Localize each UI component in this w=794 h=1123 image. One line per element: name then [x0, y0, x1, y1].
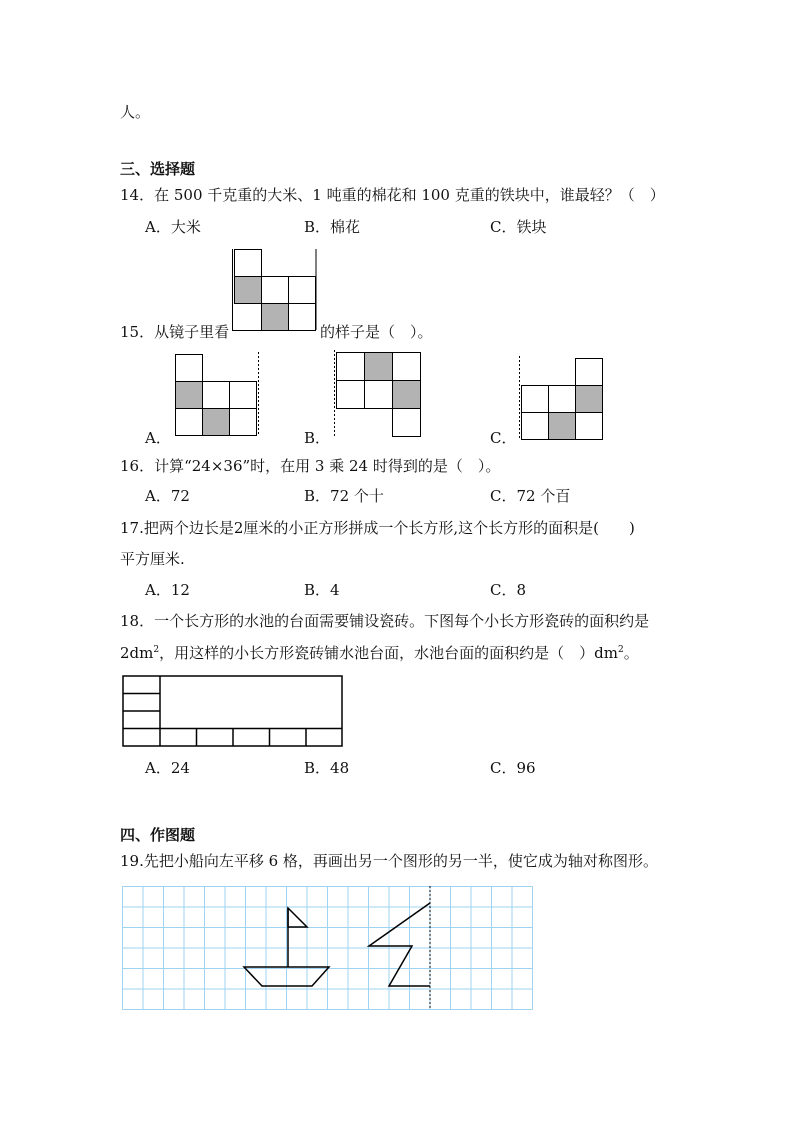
- continuation-text: 人。: [120, 103, 151, 121]
- q15-option-a-figure[interactable]: [175, 352, 265, 440]
- question-19-stem: 19.先把小船向左平移 6 格，再画出另一个图形的另一半，使它成为轴对称图形。: [120, 852, 658, 870]
- q18-option-c[interactable]: C．96: [490, 759, 536, 777]
- q16-option-a[interactable]: A．72: [145, 487, 190, 505]
- q18-option-a[interactable]: A．24: [145, 759, 190, 777]
- section-title-choice: 三、选择题: [120, 160, 196, 178]
- q15-option-b[interactable]: B．: [304, 429, 331, 447]
- q15-option-c[interactable]: C．: [490, 429, 517, 447]
- question-15-stem-after: 的样子是（ ）。: [320, 323, 433, 341]
- q16-option-c[interactable]: C．72 个百: [490, 487, 571, 505]
- q18-area-value: 2dm: [120, 644, 154, 662]
- q17-option-c[interactable]: C．8: [490, 581, 527, 599]
- half-shape: [369, 903, 430, 986]
- q14-option-c[interactable]: C．铁块: [490, 218, 547, 236]
- q15-option-c-figure[interactable]: [518, 356, 608, 442]
- q18-sup-1: 2: [153, 645, 160, 655]
- boat-flag: [288, 908, 307, 927]
- q19-grid-figure: [122, 886, 536, 1012]
- q18-stem-end: 。: [623, 644, 639, 662]
- q17-option-a[interactable]: A．12: [145, 581, 190, 599]
- section-title-drawing: 四、作图题: [120, 826, 196, 844]
- q17-option-b[interactable]: B．4: [304, 581, 340, 599]
- q18-sup-2: 2: [617, 645, 624, 655]
- question-15-stem-before: 15．从镜子里看: [120, 323, 230, 341]
- q18-option-b[interactable]: B．48: [304, 759, 350, 777]
- q18-stem-middle: ，用这样的小长方形瓷砖铺水池台面，水池台面的面积约是（ ）dm: [159, 644, 618, 662]
- question-18-stem-line2: [120, 643, 639, 663]
- question-16-stem: 16．计算“24×36”时，在用 3 乘 24 时得到的是（ ）。: [120, 457, 501, 475]
- question-14-stem: 14．在 500 千克重的大米、1 吨重的棉花和 100 克重的铁块中，谁最轻？（ ）: [120, 186, 665, 204]
- question-18-stem-line1: 18．一个长方形的水池的台面需要铺设瓷砖。下图每个小长方形瓷砖的面积约是: [120, 612, 650, 630]
- q15-option-b-figure[interactable]: [333, 350, 428, 440]
- question-17-stem-line1: 17.把两个边长是2厘米的小正方形拼成一个长方形,这个长方形的面积是( ): [120, 519, 635, 537]
- q14-option-b[interactable]: B．棉花: [304, 218, 361, 236]
- q18-tile-figure: [122, 675, 346, 749]
- q14-option-a[interactable]: A．大米: [145, 218, 201, 236]
- q15-option-a[interactable]: A．: [145, 429, 171, 447]
- q15-main-figure: [232, 248, 322, 334]
- q16-option-b[interactable]: B．72 个十: [304, 487, 384, 505]
- question-17-stem-line2: 平方厘米.: [120, 550, 185, 568]
